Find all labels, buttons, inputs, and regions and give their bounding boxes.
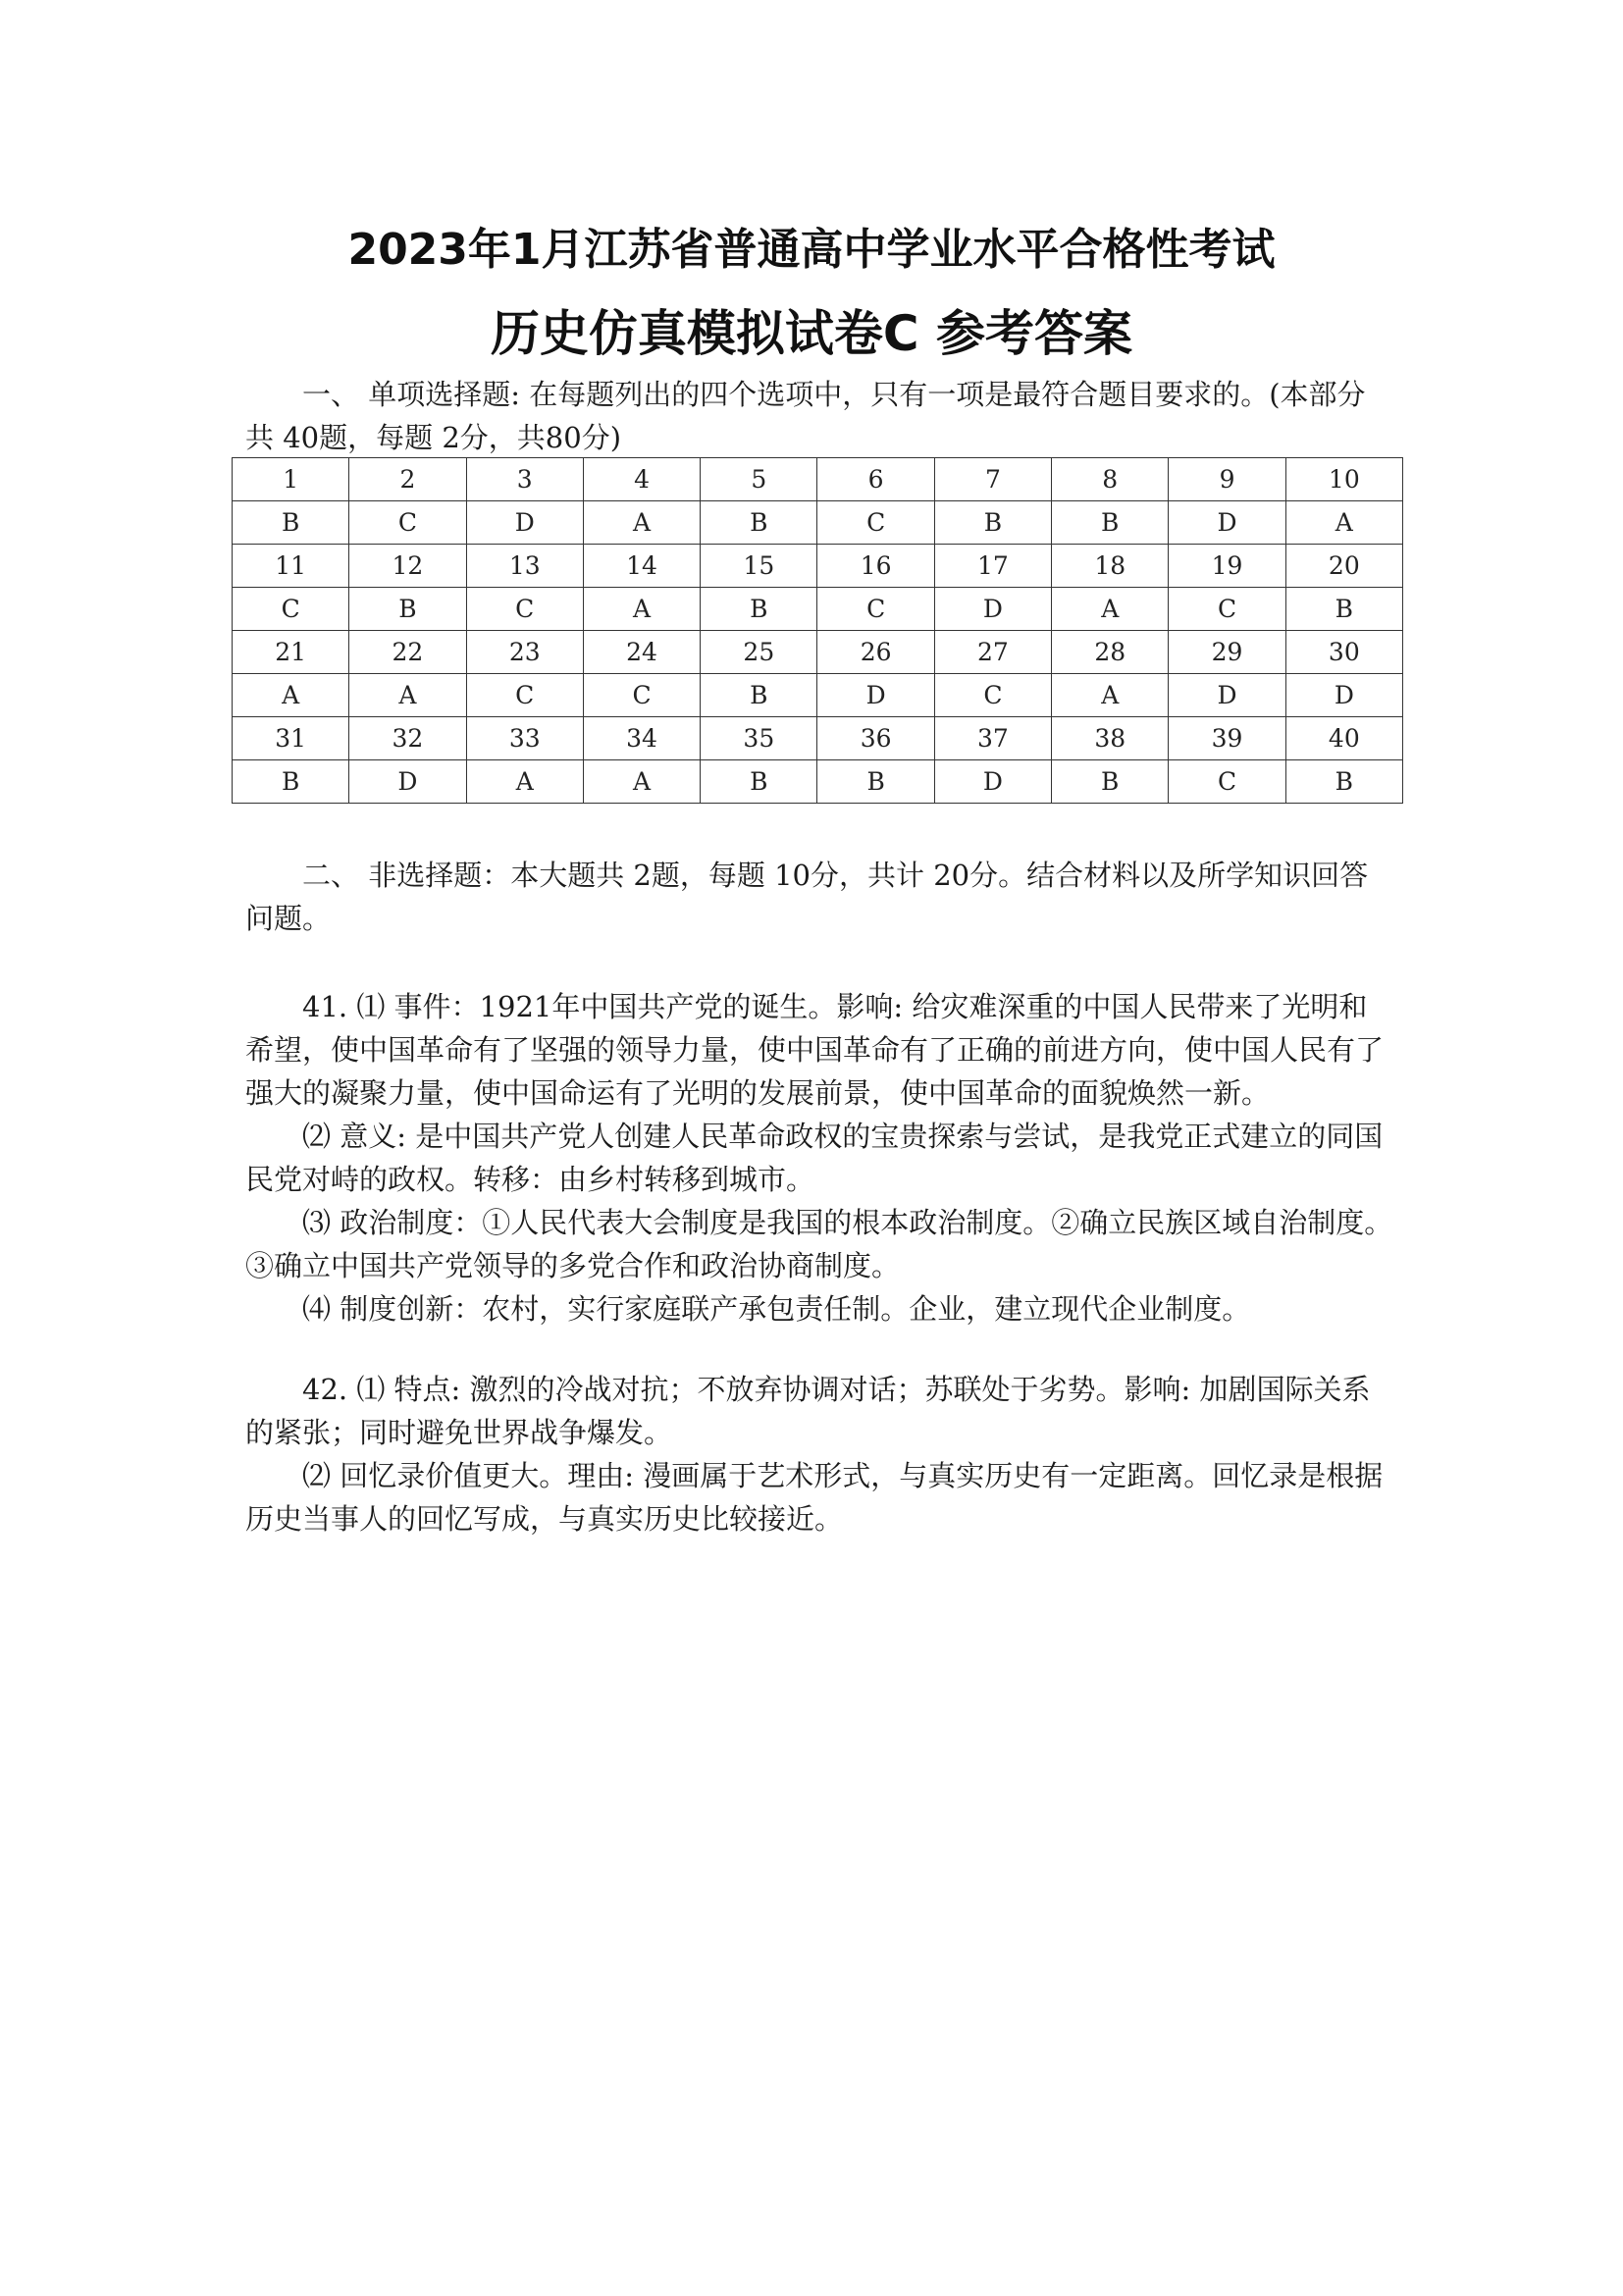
question-number-cell: 18	[1052, 545, 1169, 588]
question-number-cell: 6	[817, 458, 934, 501]
section2-instructions: 二、 非选择题：本大题共 2题，每题 10分，共计 20分。结合材料以及所学知识回答问题。	[245, 859, 1369, 935]
table-row	[233, 717, 1403, 760]
question-number-cell: 8	[1052, 458, 1169, 501]
answer-cell: B	[1052, 501, 1169, 545]
table-row	[233, 631, 1403, 674]
answer-cell: D	[1285, 674, 1402, 717]
question-number-cell: 40	[1285, 717, 1402, 760]
answer-cell: C	[466, 588, 583, 631]
answer-cell: A	[233, 674, 349, 717]
question-number-cell: 2	[349, 458, 466, 501]
answer-cell: B	[934, 501, 1051, 545]
question-number-cell: 33	[466, 717, 583, 760]
question-number-cell: 35	[701, 717, 817, 760]
answer-cell: D	[466, 501, 583, 545]
question-number-cell: 10	[1285, 458, 1402, 501]
answer-cell: A	[1285, 501, 1402, 545]
answer-cell: C	[1169, 760, 1285, 804]
answer-cell: B	[1285, 760, 1402, 804]
table-row	[233, 501, 1403, 545]
q42-part2: ⑵ 回忆录价值更大。理由: 漫画属于艺术形式，与真实历史有一定距离。回忆录是根据历史当事人的回忆写成，与真实历史比较接近。	[245, 1459, 1384, 1536]
question-number-cell: 15	[701, 545, 817, 588]
table-row	[233, 674, 1403, 717]
answer-cell: C	[466, 674, 583, 717]
answer-cell: B	[233, 760, 349, 804]
answer-cell: B	[233, 501, 349, 545]
question-number-cell: 20	[1285, 545, 1402, 588]
question-number-cell: 38	[1052, 717, 1169, 760]
answer-cell: A	[583, 760, 700, 804]
answer-cell: A	[1052, 674, 1169, 717]
question-number-cell: 29	[1169, 631, 1285, 674]
question-number-cell: 5	[701, 458, 817, 501]
question-42-answer	[245, 1368, 1393, 1540]
answer-cell: C	[233, 588, 349, 631]
answer-cell: C	[934, 674, 1051, 717]
question-number-cell: 21	[233, 631, 349, 674]
table-row	[233, 760, 1403, 804]
answer-cell: D	[1169, 674, 1285, 717]
answer-cell: B	[701, 760, 817, 804]
question-number-cell: 25	[701, 631, 817, 674]
question-number-cell: 17	[934, 545, 1051, 588]
answer-cell: B	[1285, 588, 1402, 631]
answer-key-title: 历史仿真模拟试卷C 参考答案	[490, 305, 1133, 362]
question-number-cell: 7	[934, 458, 1051, 501]
answer-cell: A	[1052, 588, 1169, 631]
question-number-cell: 1	[233, 458, 349, 501]
question-number-cell: 9	[1169, 458, 1285, 501]
section1-instructions: 一、 单项选择题: 在每题列出的四个选项中，只有一项是最符合题目要求的。(本部分共 40题，每题 2分，共80分)	[245, 378, 1366, 454]
q41-part4: ⑷ 制度创新：农村，实行家庭联产承包责任制。企业，建立现代企业制度。	[302, 1292, 1251, 1326]
q41-part2: ⑵ 意义: 是中国共产党人创建人民革命政权的宝贵探索与尝试，是我党正式建立的同国民党对峙的政权。转移：由乡村转移到城市。	[245, 1120, 1384, 1196]
answer-cell: A	[583, 501, 700, 545]
answer-cell: A	[349, 674, 466, 717]
answer-cell: D	[1169, 501, 1285, 545]
question-number-cell: 30	[1285, 631, 1402, 674]
question-number-cell: 31	[233, 717, 349, 760]
question-number-cell: 36	[817, 717, 934, 760]
question-number-cell: 22	[349, 631, 466, 674]
answer-cell: C	[817, 501, 934, 545]
question-number-cell: 12	[349, 545, 466, 588]
question-number-cell: 13	[466, 545, 583, 588]
table-row	[233, 545, 1403, 588]
question-number-cell: 23	[466, 631, 583, 674]
question-number-cell: 37	[934, 717, 1051, 760]
q42-part1: 42. ⑴ 特点: 激烈的冷战对抗；不放弃协调对话；苏联处于劣势。影响: 加剧国际关系的紧张；同时避免世界战争爆发。	[245, 1373, 1371, 1449]
question-number-cell: 39	[1169, 717, 1285, 760]
question-number-cell: 16	[817, 545, 934, 588]
q41-part3: ⑶ 政治制度：①人民代表大会制度是我国的根本政治制度。②确立民族区域自治制度。③确立中国共产党领导的多党合作和政治协商制度。	[245, 1206, 1393, 1282]
question-41-answer	[245, 985, 1393, 1331]
question-number-cell: 32	[349, 717, 466, 760]
answer-cell: A	[583, 588, 700, 631]
question-number-cell: 11	[233, 545, 349, 588]
answer-cell: B	[349, 588, 466, 631]
question-number-cell: 4	[583, 458, 700, 501]
answer-cell: B	[701, 674, 817, 717]
question-number-cell: 24	[583, 631, 700, 674]
q41-part1: 41. ⑴ 事件：1921年中国共产党的诞生。影响: 给灾难深重的中国人民带来了光明和希望，使中国革命有了坚强的领导力量，使中国革命有了正确的前进方向，使中国人民有了强大的凝聚力量，使中国命运有了光明的发展前景，使中国革命的面貌焕然一新。	[245, 990, 1385, 1110]
answer-cell: C	[349, 501, 466, 545]
answer-cell: D	[349, 760, 466, 804]
question-number-cell: 19	[1169, 545, 1285, 588]
answer-cell: C	[1169, 588, 1285, 631]
answer-cell: C	[583, 674, 700, 717]
answer-cell: B	[701, 501, 817, 545]
answer-cell: A	[466, 760, 583, 804]
exam-title: 2023年1月江苏省普通高中学业水平合格性考试	[347, 225, 1276, 275]
table-row	[233, 588, 1403, 631]
question-number-cell: 14	[583, 545, 700, 588]
question-number-cell: 28	[1052, 631, 1169, 674]
answer-cell: D	[934, 588, 1051, 631]
question-number-cell: 27	[934, 631, 1051, 674]
question-number-cell: 3	[466, 458, 583, 501]
table-row	[233, 458, 1403, 501]
answer-cell: B	[817, 760, 934, 804]
answer-cell: B	[701, 588, 817, 631]
question-number-cell: 34	[583, 717, 700, 760]
answer-table	[232, 457, 1403, 804]
answer-cell: B	[1052, 760, 1169, 804]
answer-cell: C	[817, 588, 934, 631]
answer-cell: D	[934, 760, 1051, 804]
answer-cell: D	[817, 674, 934, 717]
question-number-cell: 26	[817, 631, 934, 674]
